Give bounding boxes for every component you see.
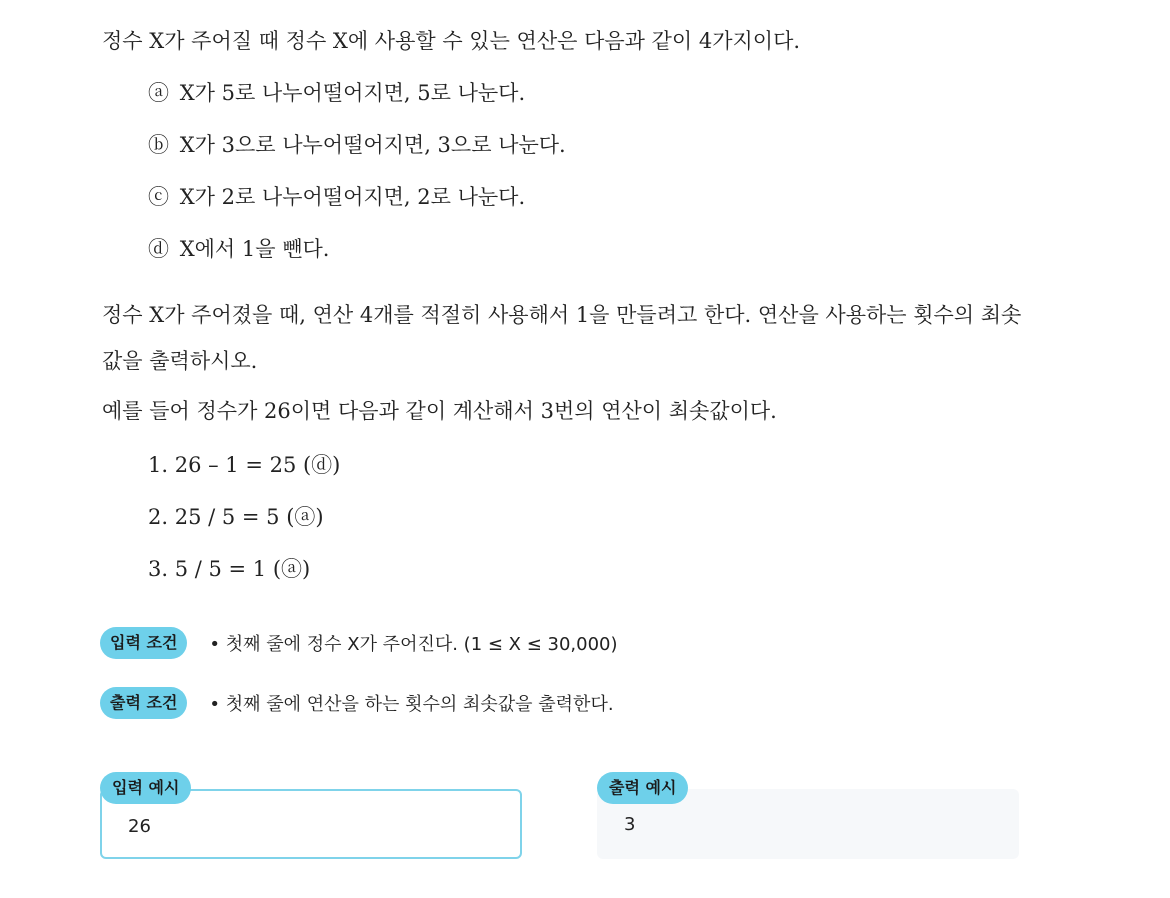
example-intro: 예를 들어 정수가 26이면 다음과 같이 계산해서 3번의 연산이 최솟값이다. xyxy=(102,399,777,423)
example-step-3: 3. 5 / 5 = 1 (ⓐ) xyxy=(148,557,311,581)
operation-marker: ⓐ xyxy=(148,81,169,105)
output-condition-badge: 출력 조건 xyxy=(100,687,187,719)
input-example-tab: 입력 예시 xyxy=(100,772,191,804)
operation-marker: ⓓ xyxy=(148,237,169,261)
example-step-1: 1. 26 – 1 = 25 (ⓓ) xyxy=(148,453,341,477)
operation-text: X가 3으로 나누어떨어지면, 3으로 나눈다. xyxy=(179,133,566,157)
output-example-tab: 출력 예시 xyxy=(597,772,688,804)
input-condition-text: • 첫째 줄에 정수 X가 주어진다. (1 ≤ X ≤ 30,000) xyxy=(209,634,618,655)
input-condition-badge: 입력 조건 xyxy=(100,627,187,659)
operation-text: X가 5로 나누어떨어지면, 5로 나눈다. xyxy=(179,81,526,105)
operation-text: X에서 1을 뺀다. xyxy=(179,237,330,261)
input-condition xyxy=(100,626,618,660)
operation-item-a xyxy=(148,79,525,107)
operation-text: X가 2로 나누어떨어지면, 2로 나눈다. xyxy=(179,185,526,209)
operation-item-b xyxy=(148,131,566,159)
operation-marker: ⓒ xyxy=(148,185,169,209)
output-condition xyxy=(100,686,614,720)
output-example-value: 3 xyxy=(624,814,636,835)
problem-task: 정수 X가 주어졌을 때, 연산 4개를 적절히 사용해서 1을 만들려고 한다. 연산을 사용하는 횟수의 최솟값을 출력하시오. xyxy=(102,303,1022,373)
operation-item-d xyxy=(148,235,329,263)
operation-item-c xyxy=(148,183,525,211)
output-condition-text: • 첫째 줄에 연산을 하는 횟수의 최솟값을 출력한다. xyxy=(209,694,614,715)
operation-marker: ⓑ xyxy=(148,133,169,157)
problem-intro: 정수 X가 주어질 때 정수 X에 사용할 수 있는 연산은 다음과 같이 4가지이다. xyxy=(102,29,801,53)
example-step-2: 2. 25 / 5 = 5 (ⓐ) xyxy=(148,505,324,529)
input-example-value: 26 xyxy=(128,816,151,837)
